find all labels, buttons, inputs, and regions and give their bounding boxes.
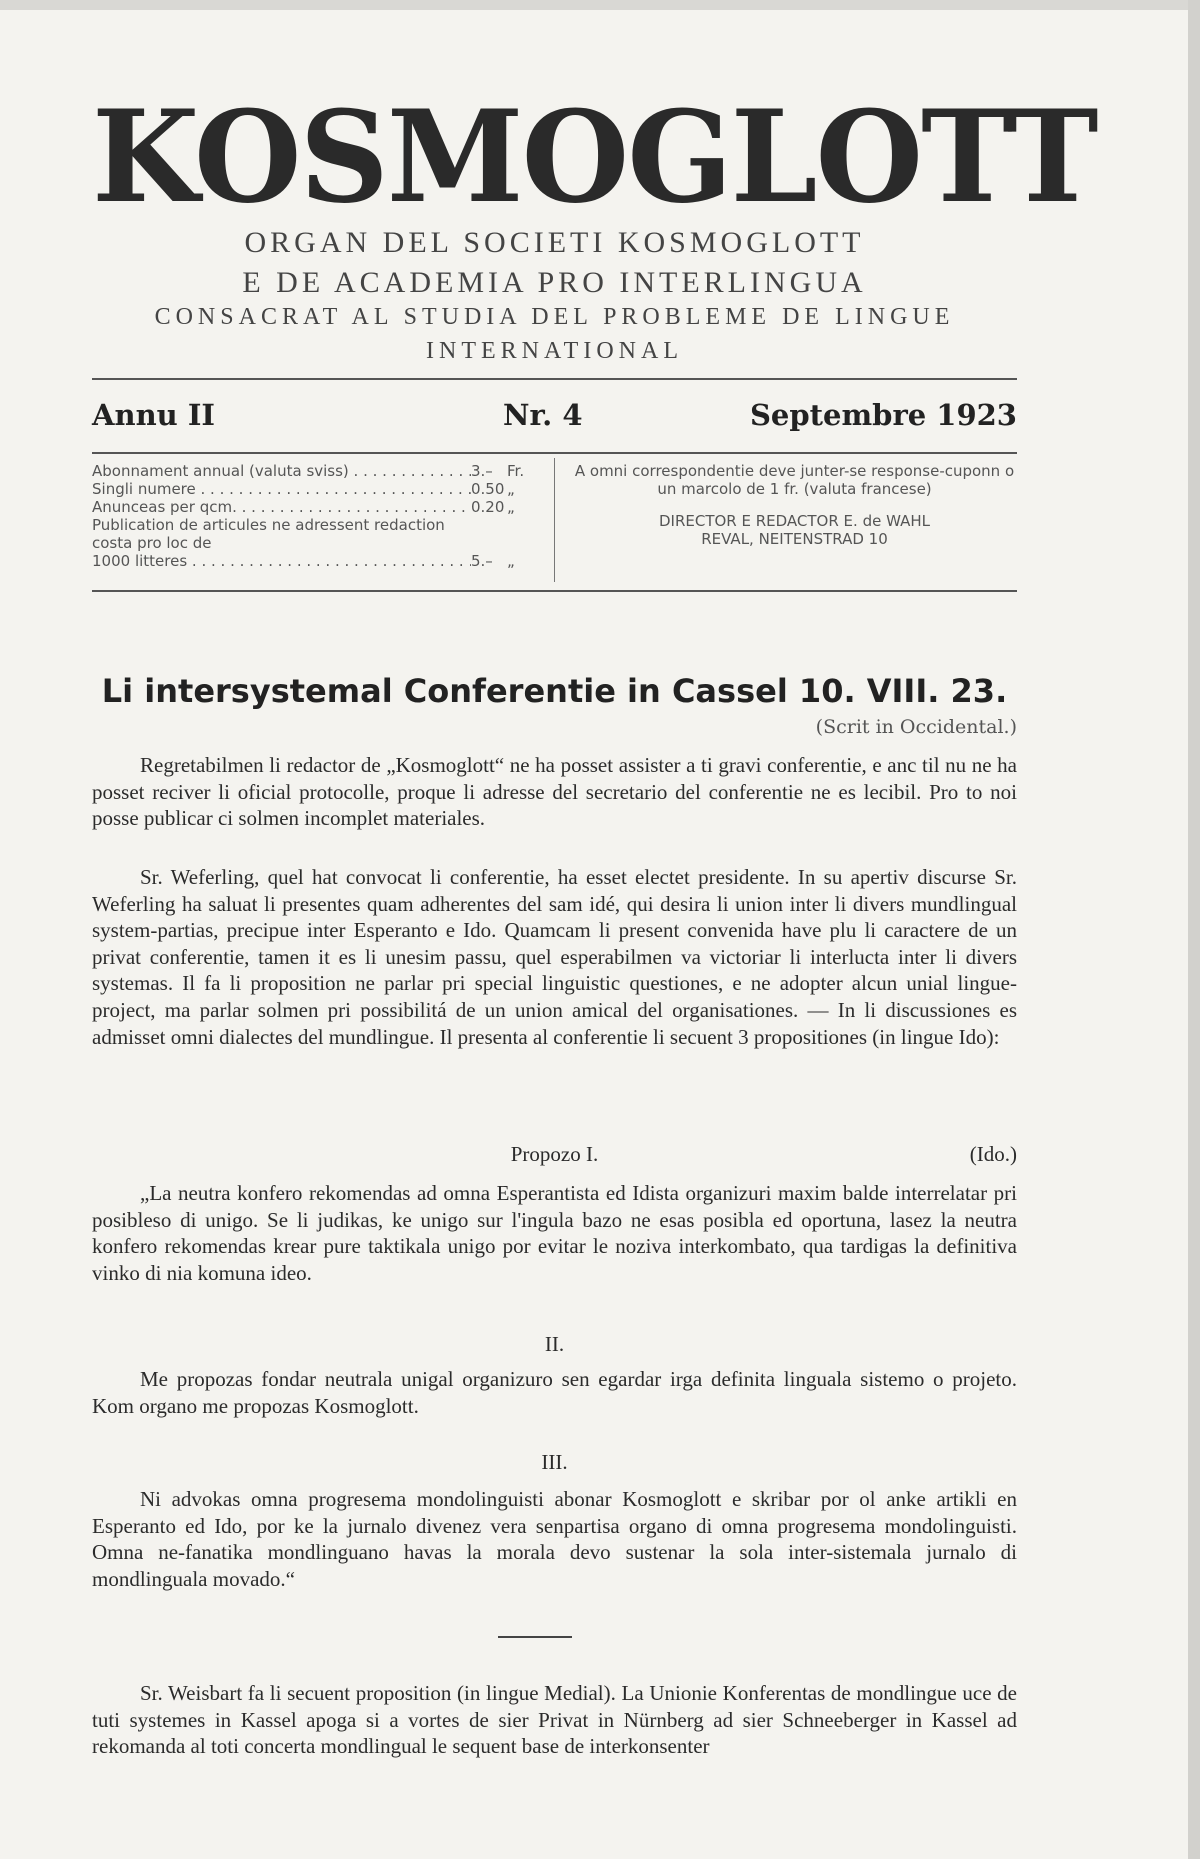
proposal-3-heading: III. — [541, 1450, 568, 1474]
masthead-line-4: INTERNATIONAL — [426, 338, 683, 364]
director-line: DIRECTOR E REDACTOR E. de WAHL — [658, 512, 930, 530]
correspondence-notice: A omni correspondentie deve junter-se response-cuponn o un marcolo de 1 fr. (valuta francese) — [574, 462, 1015, 498]
proposal-1-text — [92, 1180, 1017, 1286]
article-paragraph-2 — [92, 864, 1017, 1050]
subscription-row — [92, 462, 537, 480]
issue-date: Septembre 1923 — [749, 398, 1017, 432]
article-paragraph-1 — [92, 752, 1017, 832]
paragraph-text: Me propozas fondar neutrala unigal organizuro sen egardar irga definita linguala sistemo o projeto. Kom organo me propozas Kosmoglott. — [92, 1367, 1017, 1418]
scan-edge-right — [1188, 0, 1200, 1859]
subscription-row — [92, 516, 452, 552]
article-paragraph-3 — [92, 1680, 1017, 1760]
subscription-label: Abonnament annual (valuta sviss) . . . — [92, 462, 471, 480]
issue-number: Nr. 4 — [503, 398, 583, 432]
subscription-currency: „ — [507, 498, 515, 516]
subscription-row — [92, 552, 537, 570]
subscription-row — [92, 480, 537, 498]
address-line: REVAL, NEITENSTRAD 10 — [701, 530, 888, 548]
masthead-line-1: ORGAN DEL SOCIETI KOSMOGLOTT — [244, 226, 865, 259]
paragraph-text: Sr. Weferling, quel hat convocat li conferentie, ha esset electet presidente. In su apertiv discurse Sr. Weferling ha saluat li presentes quam adherentes del sam idé, qui desira li union inter li divers mundlingual system-partias, precipue inter Esperanto e Ido. Quamcam li present convenida have plu li caractere de un privat conferentie, tamen it es li unesim passu, quel esperabilmen va victoriar li interlucta inter li divers systemas. Il fa li proposition ne parlar pri special linguistic questiones, e ne adopter alcun unial lingue-project, ma parlar solmen pri possibilitá de un union amical del organisationes. — In li discussiones es admisset omni dialectes del mundlingue. Il presenta al conferentie li secuent 3 propositiones (in lingue Ido): — [92, 865, 1017, 1049]
info-divider — [554, 458, 555, 582]
subscription-rates — [92, 462, 537, 570]
article-language-note: (Scrit in Occidental.) — [815, 716, 1017, 738]
masthead-line-2: E DE ACADEMIA PRO INTERLINGUA — [242, 266, 867, 299]
contact-info — [572, 462, 1017, 548]
subscription-amount: 0.20 — [471, 498, 505, 516]
paragraph-text: Sr. Weisbart fa li secuent proposition (in lingue Medial). La Unionie Konferentas de mondlingue uce de tuti systemes in Kassel apoga si a vortes de sier Privat in Nürnberg ad sier Schneeberger in Kassel ad rekomanda al toti concerta mondlingual le sequent base de interkonsenter — [92, 1681, 1017, 1759]
article-title: Li intersystemal Conferentie in Cassel 10. VIII. 23. — [101, 672, 1008, 710]
proposal-2-text — [92, 1366, 1017, 1419]
paragraph-text: Regretabilmen li redactor de „Kosmoglott“ ne ha posset assister a ti gravi conferentie, e anc til nu ne ha posset reciver li oficial protocolle, proque li adresse del secretario del conferentie ne es lecibil. Pro to noi posse publicar ci solmen incomplet materiales. — [92, 753, 1017, 831]
subscription-label: 1000 litteres . . . — [92, 552, 471, 570]
subscription-currency: Fr. — [507, 462, 525, 480]
proposal-1-language: (Ido.) — [969, 1142, 1017, 1166]
header-rule-bottom — [92, 590, 1017, 592]
section-separator — [498, 1636, 572, 1638]
paragraph-text: Ni advokas omna progresema mondolinguisti abonar Kosmoglott e skribar por ol anke artikli en Esperanto ed Ido, por ke la jurnalo divenez vera senpartisa organo di omna progresema mondolinguisti. Omna ne-fanatika mondlinguano havas la morala devo sustenar la sola inter-sistemala jurnalo di mondlinguala movado.“ — [92, 1487, 1017, 1591]
subscription-row — [92, 498, 537, 516]
proposal-1-label: Propozo I. — [510, 1142, 599, 1166]
issue-year: Annu II — [92, 398, 215, 432]
masthead-line-3: CONSACRAT AL STUDIA DEL PROBLEME DE LINGUE — [154, 304, 955, 330]
scan-edge-top — [0, 0, 1200, 10]
subscription-amount: 0.50 — [471, 480, 505, 498]
proposal-2-heading: II. — [544, 1332, 565, 1356]
subscription-amount: 5.– — [471, 552, 493, 570]
subscription-currency: „ — [507, 552, 515, 570]
paragraph-text: „La neutra konfero rekomendas ad omna Esperantista ed Idista organizuri maxim balde interrelatar pri posibleso di unigo. Se li judikas, ke unigo sur l'ingula bazo ne esas posibla ed oportuna, lasez la neutra konfero rekomendas krear pure taktikala unigo por evitar le noziva interkombato, qua tardigas la definitiva vinko di nia komuna ideo. — [92, 1181, 1017, 1285]
subscription-label: Singli numere . . . — [92, 480, 471, 498]
subscription-label: Anunceas per qcm. . . . — [92, 498, 471, 516]
subscription-label: Publication de articules ne adressent redaction costa pro loc de — [92, 516, 445, 552]
header-rule-top — [92, 378, 1017, 380]
proposal-3-text — [92, 1486, 1017, 1592]
subscription-amount: 3.– — [471, 462, 493, 480]
header-rule-middle — [92, 452, 1017, 454]
subscription-currency: „ — [507, 480, 515, 498]
masthead-title: KOSMOGLOTT — [92, 83, 1097, 231]
